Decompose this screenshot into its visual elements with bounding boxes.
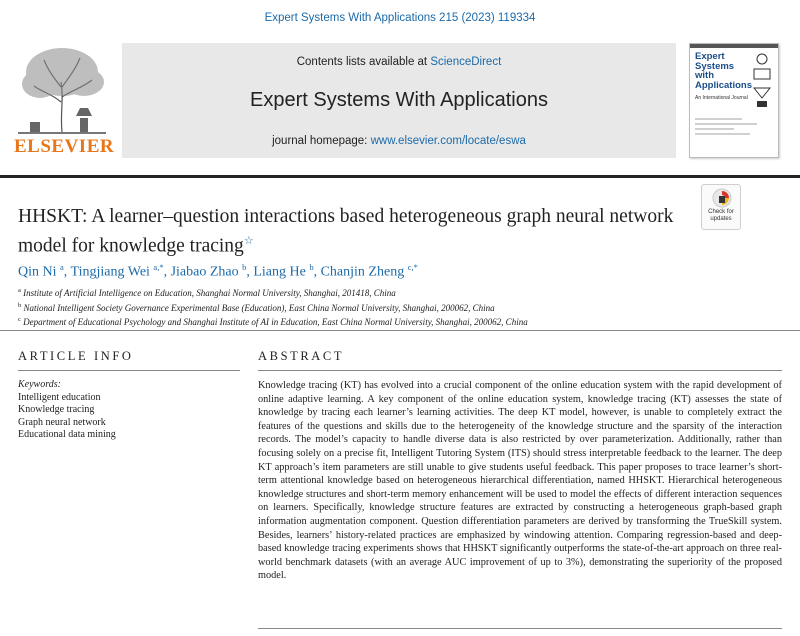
check-for-updates-icon [712,188,732,208]
affiliation-text: National Intelligent Society Governance Experimental Base (Education), East China Normal University, Shanghai, 200062, China [23,302,495,313]
section-divider [0,330,800,331]
author-name[interactable]: Jiabao Zhao [170,264,239,280]
author-name[interactable]: Liang He [253,264,306,280]
check-for-updates-label: Check for updates [708,209,734,222]
affiliation-text: Department of Educational Psychology and Shanghai Institute of AI in Education, East China Normal University, Shanghai, 200062, China [23,317,528,327]
elsevier-wordmark[interactable]: ELSEVIER [14,136,115,157]
keyword-item: Knowledge tracing [18,404,95,415]
abstract-bottom-rule [258,628,782,629]
journal-title[interactable]: Expert Systems With Applications [250,89,548,111]
keyword-item: Graph neural network [18,416,106,428]
affiliation-mark: a [18,287,21,294]
affiliation-item [18,285,718,300]
journal-citation[interactable]: Expert Systems With Applications 215 (2023) 119334 [264,12,536,24]
sciencedirect-link[interactable]: ScienceDirect [430,56,502,68]
header-rule [0,175,800,178]
affiliation-item [18,314,718,329]
article-info-rule [18,370,240,371]
homepage-link[interactable]: www.elsevier.com/locate/eswa [370,135,526,147]
affiliation-list [18,285,718,329]
journal-cover-image[interactable] [689,43,779,158]
cover-art-icon [750,52,774,108]
check-for-updates-badge[interactable] [701,184,741,230]
affiliation-text: Institute of Artificial Intelligence on Education, Shanghai Normal University, Shanghai, 201418, China [23,288,396,298]
contents-line [122,56,676,68]
article-title [18,205,688,259]
homepage-line [122,135,676,147]
keywords-block [18,379,238,442]
title-footnote-star-icon[interactable]: ☆ [243,235,254,247]
cover-title: Expert Systems with Applications [695,51,753,91]
author-affiliation-mark[interactable]: c,* [407,262,418,272]
keywords-label: Keywords: [18,379,61,390]
abstract-heading: ABSTRACT [258,349,345,363]
cover-band [690,44,778,48]
affiliation-item [18,300,718,315]
cover-text-lines [695,118,773,138]
affiliation-mark: c [18,316,21,323]
abstract-body: Knowledge tracing (KT) has evolved into a crucial component of the online education system with the rapid development of online adaptive learning. A key component of the online education system, knowledge tracing (KT) assesses the state of knowledge by tracing each learner’s learning activities. The deep KT model, however, is unable to completely extract the features of the questions and skills due to the heterogeneity of the knowledge structure and the sparsity of the interaction records. The model’s capacity to handle diverse data is also restricted by over parameterization. Additionally, rather than focusing solely on a precise fit, Intelligent Tutoring System (ITS) should stress interpretable feedback to the learner. The deep KT approach’s item parameters are still unable to give students useful feedback. This paper proposes to trace learner’s short-term attentional knowledge based on heterogeneous hierarchical differentiation, named HHSKT. Hierarchical heterogeneous knowledge structures and short-term memory enhancement will be used to model the effects of different interaction sequences on learners. Specifically, knowledge structure features are extracted by constructing a heterogeneous graph-based graph information augmentation component. Question differentiation parameters are derived by transforming the TrueSkill system. Besides, learners’ history-related practices are emphasized by windowing attention. Comparing regression-based and deep-based knowledge tracing experiments shows that HHSKT significantly outperforms the state-of-the-art approach on three real-world benchmark datasets (with an average AUC improvement of up to 3%), demonstrating the superiority of the proposed model. [258,380,782,582]
keyword-item: Intelligent education [18,391,101,403]
homepage-prefix: journal homepage: [272,135,371,147]
article-info-heading: ARTICLE INFO [18,349,134,363]
cover-subtitle: An International Journal [695,95,748,101]
article-title-text: HHSKT: A learner–question interactions based heterogeneous graph neural network model for knowledge tracing [18,206,674,257]
keyword-item: Educational data mining [18,429,116,440]
author-name[interactable]: Qin Ni [18,264,57,280]
journal-header [122,43,676,158]
author-affiliation-mark[interactable]: b [309,262,314,272]
author-name[interactable]: Chanjin Zheng [320,264,405,280]
affiliation-mark: b [18,301,22,309]
author-name[interactable]: Tingjiang Wei [70,264,150,280]
author-affiliation-mark[interactable]: b [242,262,247,272]
contents-prefix: Contents lists available at [296,56,431,68]
author-list: Qin Ni $^a$, Tingjiang Wei $^{a,*}$, Jiabao Zhao $^b$, Liang He $^b$, Chanjin Zheng $^{c,*}$ [18,262,418,280]
author-affiliation-mark[interactable]: a [60,262,64,272]
author-affiliation-mark[interactable]: a,* [153,262,164,272]
abstract-rule [258,370,782,371]
